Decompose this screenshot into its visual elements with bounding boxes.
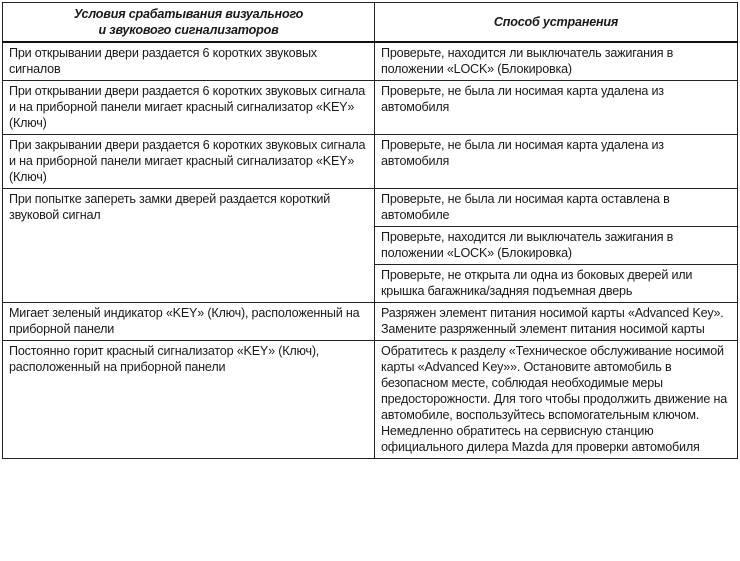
solution-cell: Проверьте, находится ли выключатель зажигания в положении «LOCK» (Блокировка) bbox=[375, 42, 738, 81]
table-row bbox=[3, 42, 738, 81]
solution-cell: Разряжен элемент питания носимой карты «Advanced Key». Замените разряженный элемент питания носимой карты bbox=[375, 303, 738, 341]
solution-cell: Проверьте, не была ли носимая карта оставлена в автомобиле bbox=[375, 189, 738, 227]
troubleshooting-table bbox=[2, 2, 738, 459]
table-row bbox=[3, 135, 738, 189]
header-row bbox=[3, 3, 738, 43]
solution-cell: Проверьте, находится ли выключатель зажигания в положении «LOCK» (Блокировка) bbox=[375, 227, 738, 265]
table-row bbox=[3, 341, 738, 459]
solution-cell: Обратитесь к разделу «Техническое обслуживание носимой карты «Advanced Key»». Остановите автомобиль в безопасном месте, соблюдая необходимые меры предосторожности. Для того чтобы продолжить движение на автомобиле, воспользуйтесь вспомогательным ключом. Немедленно обратитесь на сервисную станцию официального дилера Mazda для проверки автомобиля bbox=[375, 341, 738, 459]
table-row bbox=[3, 303, 738, 341]
solution-cell: Проверьте, не открыта ли одна из боковых дверей или крышка багажника/задняя подъемная дверь bbox=[375, 265, 738, 303]
condition-cell: Постоянно горит красный сигнализатор «KEY» (Ключ), расположенный на приборной панели bbox=[3, 341, 375, 459]
header-condition bbox=[3, 3, 375, 43]
header-condition-line2: и звукового сигнализаторов bbox=[98, 23, 279, 37]
table-row bbox=[3, 189, 738, 227]
condition-cell: При закрывании двери раздается 6 коротких звуковых сигнала и на приборной панели мигает красный сигнализатор «KEY» (Ключ) bbox=[3, 135, 375, 189]
condition-cell: При открывании двери раздается 6 коротких звуковых сигналов bbox=[3, 42, 375, 81]
header-condition-line1: Условия срабатывания визуального bbox=[73, 7, 304, 21]
solution-cell: Проверьте, не была ли носимая карта удалена из автомобиля bbox=[375, 135, 738, 189]
condition-cell: Мигает зеленый индикатор «KEY» (Ключ), расположенный на приборной панели bbox=[3, 303, 375, 341]
table-row bbox=[3, 81, 738, 135]
condition-cell: При попытке запереть замки дверей раздается короткий звуковой сигнал bbox=[3, 189, 375, 303]
header-solution: Способ устранения bbox=[375, 3, 738, 43]
condition-cell: При открывании двери раздается 6 коротких звуковых сигнала и на приборной панели мигает красный сигнализатор «KEY» (Ключ) bbox=[3, 81, 375, 135]
solution-cell: Проверьте, не была ли носимая карта удалена из автомобиля bbox=[375, 81, 738, 135]
